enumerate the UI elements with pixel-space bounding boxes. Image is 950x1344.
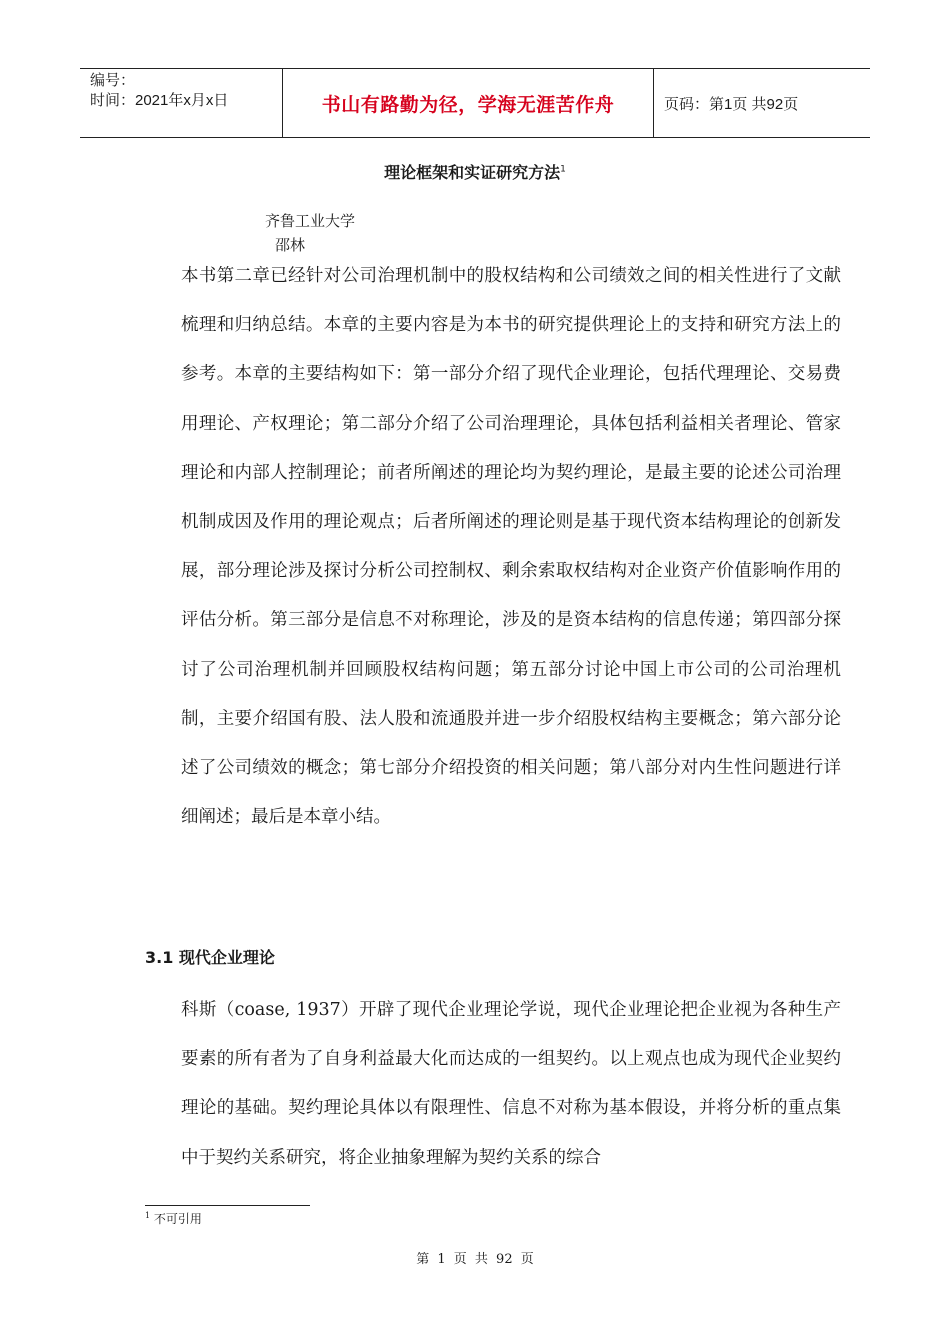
document-title bbox=[0, 160, 950, 183]
footnote bbox=[145, 1210, 202, 1227]
page-info: 页码：第1页 共92页 bbox=[664, 95, 799, 113]
author-name: 邵林 bbox=[275, 236, 306, 254]
header-page-info bbox=[654, 69, 870, 137]
footnote-divider bbox=[145, 1205, 310, 1206]
date-label: 时间：2021年x月x日 bbox=[90, 92, 229, 109]
motto: 书山有路勤为径，学海无涯苦作舟 bbox=[321, 93, 615, 116]
code-label: 编号： bbox=[90, 72, 136, 89]
intro-paragraph: 本书第二章已经针对公司治理机制中的股权结构和公司绩效之间的相关性进行了文献梳理和归纳总结。本章的主要内容是为本书的研究提供理论上的支持和研究方法上的参考。本章的主要结构如下：第一部分介绍了现代企业理论，包括代理理论、交易费用理论、产权理论；第二部分介绍了公司治理理论，具体包括利益相关者理论、管家理论和内部人控制理论；前者所阐述的理论均为契约理论，是最主要的论述公司治理机制成因及作用的理论观点；后者所阐述的理论则是基于现代资本结构理论的创新发展，部分理论涉及探讨分析公司控制权、剩余索取权结构对企业资产价值影响作用的评估分析。第三部分是信息不对称理论，涉及的是资本结构的信息传递；第四部分探讨了公司治理机制并回顾股权结构问题；第五部分讨论中国上市公司的公司治理机制，主要介绍国有股、法人股和流通股并进一步介绍股权结构主要概念；第六部分论述了公司绩效的概念；第七部分介绍投资的相关问题；第八部分对内生性问题进行详细阐述；最后是本章小结。 bbox=[181, 266, 841, 828]
footnote-text: 不可引用 bbox=[153, 1212, 202, 1226]
title-text: 理论框架和实证研究方法 bbox=[384, 163, 561, 182]
header-motto-cell bbox=[282, 69, 654, 137]
header-meta bbox=[80, 69, 282, 137]
affiliation: 齐鲁工业大学 bbox=[265, 212, 356, 230]
section-paragraph: 科斯（coase, 1937）开辟了现代企业理论学说，现代企业理论把企业视为各种生产要素的所有者为了自身利益最大化而达成的一组契约。以上观点也成为现代企业契约理论的基础。契约理论具体以有限理性、信息不对称为基本假设，并将分析的重点集中于契约关系研究，将企业抽象理解为契约关系的综合 bbox=[181, 1000, 841, 1168]
section-heading: 3.1 现代企业理论 bbox=[145, 948, 275, 967]
title-footnote-mark: 1 bbox=[560, 164, 566, 175]
page-footer: 第 1 页 共 92 页 bbox=[416, 1252, 534, 1267]
page-header bbox=[80, 68, 870, 138]
footnote-mark: 1 bbox=[145, 1211, 151, 1220]
